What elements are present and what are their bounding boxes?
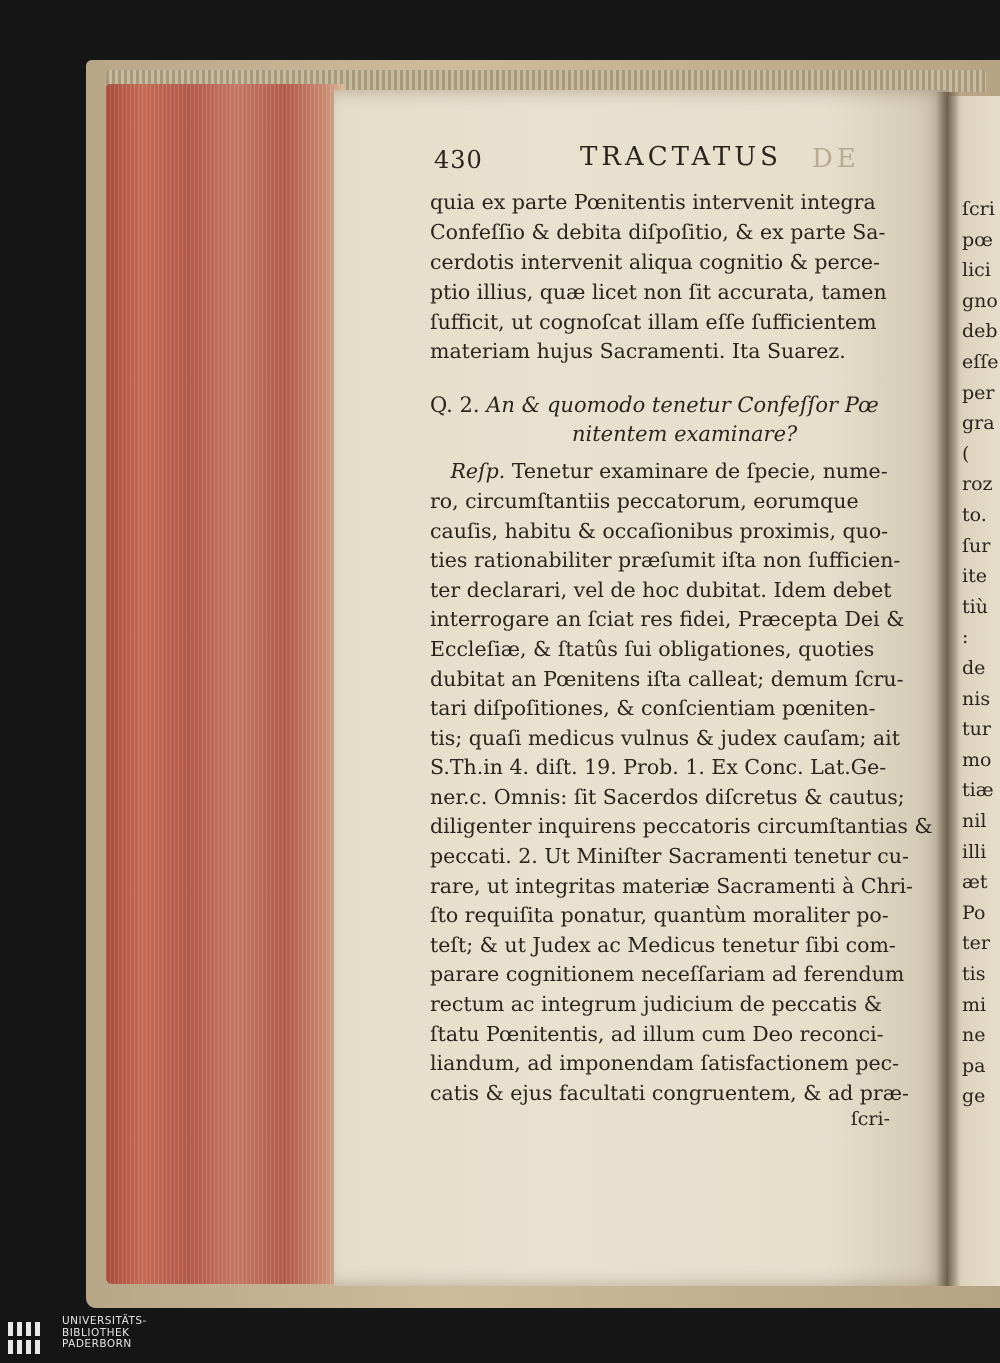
- text-line: catis & ejus facultati congruentem, & ad præ-: [430, 1080, 909, 1105]
- library-name-line: PADERBORN: [62, 1338, 132, 1350]
- right-page-fragment: æt: [962, 871, 988, 894]
- text-line: cerdotis intervenit aliqua cognitio & perce-: [430, 249, 880, 274]
- right-page-fragment: tiæ: [962, 779, 994, 802]
- text-line: peccati. 2. Ut Miniſter Sacramenti tenetur cu-: [430, 844, 909, 869]
- text-line: rectum ac integrum judicium de peccatis &: [430, 992, 882, 1017]
- right-page-fragment: ne: [962, 1024, 986, 1047]
- text-line: liandum, ad imponendam ſatisfactionem pec-: [430, 1051, 899, 1076]
- text-line: diligenter inquirens peccatoris circumſtantias &: [430, 814, 933, 839]
- left-page: [334, 90, 948, 1286]
- running-head-title: TRACTATUS: [580, 142, 782, 172]
- text-line: quia ex parte Pœnitentis intervenit integra: [430, 190, 876, 214]
- text-line: ptio illius, quæ licet non ſit accurata, tamen: [430, 279, 887, 304]
- page-number: 430: [434, 146, 483, 174]
- right-page-fragment: tur: [962, 718, 991, 741]
- right-page-fragment: pœ: [962, 228, 993, 251]
- right-page-fragment: de: [962, 657, 986, 679]
- right-page-fragment: illi: [962, 840, 987, 863]
- right-page-fragment: ite: [962, 565, 987, 588]
- response-label: Reſp.: [450, 459, 506, 484]
- library-name-line: UNIVERSITÄTS-: [62, 1315, 147, 1327]
- running-head-bleed: DE: [812, 144, 860, 174]
- text-line: materiam hujus Sacramenti. Ita Suarez.: [430, 339, 846, 364]
- text-line: rare, ut integritas materiæ Sacramenti à Chri-: [430, 873, 913, 898]
- right-page-fragment: (: [962, 442, 970, 465]
- right-page-fragment: nis: [962, 687, 991, 710]
- right-page-fragment: deb: [962, 320, 998, 343]
- right-page-fragment: to.: [962, 504, 987, 526]
- question-number: Q. 2.: [430, 393, 480, 418]
- text-line: ter declarari, vel de hoc dubitat. Idem debet: [430, 577, 892, 602]
- text-line: ſto requiſita ponatur, quantùm moraliter po-: [430, 903, 889, 928]
- text-line: Confeſſio & debita diſpoſitio, & ex parte Sa-: [430, 219, 886, 244]
- text-line: ro, circumſtantiis peccatorum, eorumque: [430, 488, 859, 513]
- text-line: ſtatu Pœnitentis, ad illum cum Deo reconci-: [430, 1021, 884, 1046]
- right-page-fragment: ſcri: [962, 198, 995, 220]
- text-line: parare cognitionem neceſſariam ad ferendum: [430, 962, 905, 987]
- question-text-continued: nitentem examinare?: [572, 422, 798, 447]
- library-name-line: BIBLIOTHEK: [62, 1326, 130, 1339]
- text-line: [430, 457, 900, 487]
- right-page-fragment: ſur: [962, 534, 991, 557]
- text-line: tis; quaſi medicus vulnus & judex cauſam; ait: [430, 725, 900, 750]
- text-line: ties rationabiliter præſumit iſta non ſufficien-: [430, 548, 901, 573]
- right-page-fragment: :: [962, 626, 969, 649]
- catchword: ſcri-: [850, 1108, 890, 1131]
- paragraph-continuation: [430, 188, 900, 367]
- response-paragraph: [430, 457, 933, 1131]
- right-page-fragment: Po: [962, 901, 986, 924]
- question-text: An & quomodo tenetur Confeſſor Pœ: [486, 393, 879, 418]
- right-page-fragment: pa: [962, 1054, 986, 1077]
- page-fore-edge: [106, 84, 344, 1284]
- right-page-fragment: mi: [962, 993, 987, 1016]
- book-gutter: [936, 92, 960, 1286]
- text-line: dubitat an Pœnitens iſta calleat; demum ſcru-: [430, 666, 904, 691]
- text-line: ſufficit, ut cognoſcat illam eſſe ſufficientem: [430, 309, 877, 334]
- text-line: Eccleſiæ, & ſtatûs ſui obligationes, quoties: [430, 636, 875, 661]
- library-footer: [0, 1312, 1000, 1363]
- library-name: [62, 1316, 147, 1351]
- right-page-fragment: gra: [962, 412, 995, 435]
- right-page-fragment: ter: [962, 932, 990, 955]
- text-line: S.Th.in 4. diſt. 19. Prob. 1. Ex Conc. Lat.Ge-: [430, 755, 887, 780]
- page-text-block: [430, 142, 933, 1131]
- right-page-fragment: ge: [962, 1085, 986, 1108]
- right-page-fragment: mo: [962, 748, 992, 771]
- right-page-fragment: lici: [962, 259, 991, 282]
- text-line: ner.c. Omnis: ſit Sacerdos diſcretus & cautus;: [430, 784, 905, 809]
- right-page-fragment: per: [962, 381, 995, 404]
- right-page-fragment: tis: [962, 963, 986, 985]
- text-line: interrogare an ſciat res fidei, Præcepta Dei &: [430, 607, 905, 632]
- right-page-fragment: gno: [962, 289, 998, 312]
- right-page-fragment: nil: [962, 810, 987, 832]
- response-first-line: Tenetur examinare de ſpecie, nume-: [505, 459, 888, 484]
- library-logo-icon: [6, 1318, 46, 1358]
- text-line: teſt; & ut Judex ac Medicus tenetur ſibi com-: [430, 932, 896, 957]
- question-heading: [430, 391, 900, 420]
- running-head: [430, 142, 900, 176]
- right-page-fragment: tiù: [962, 595, 988, 618]
- text-line: tari diſpoſitiones, & conſcientiam pœniten-: [430, 696, 876, 721]
- right-page-fragment: roz: [962, 473, 993, 496]
- text-line: cauſis, habitu & occaſionibus proximis, quo-: [430, 518, 889, 543]
- right-page-fragment: eſſe: [962, 351, 999, 373]
